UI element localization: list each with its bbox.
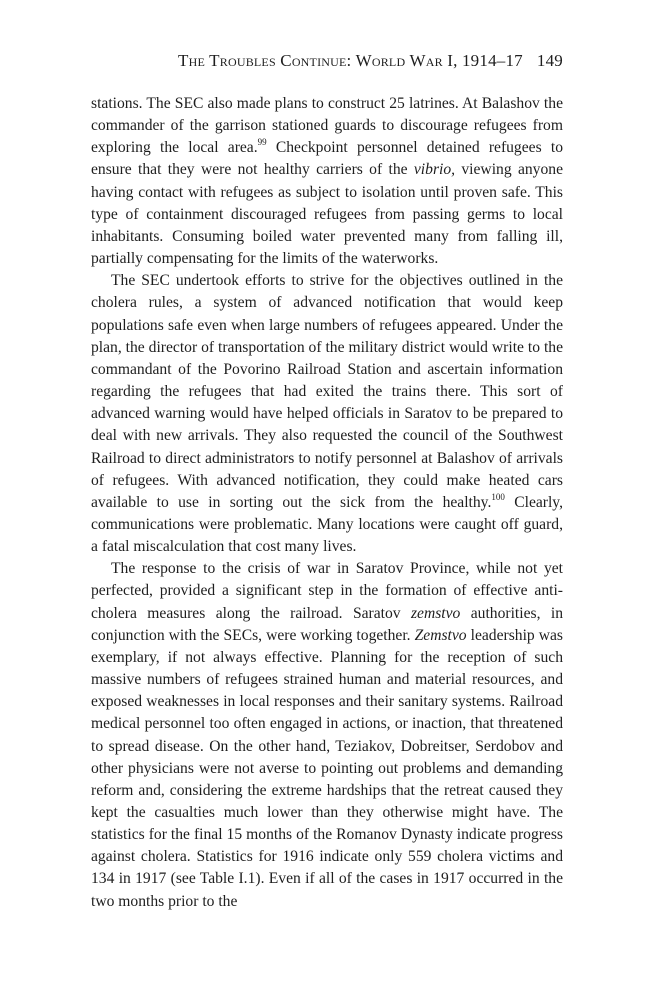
- paragraph-2-text-1: The SEC undertook efforts to strive for the objectives outlined in the cholera rules, a system of advanced notification that would keep populations safe even when large numbers of refugees appeared. Under the plan, the director of transportation of the military district would write to the commandant of the Povorino Railroad Station and ascertain information regarding the refugees that had exited the trains there. This sort of advanced warning would have helped officials in Saratov to be prepared to deal with new arrivals. They also requested the council of the Southwest Railroad to direct administrators to notify personnel at Balashov of arrivals of refugees. With advanced notification, they could make heated cars available to use in sorting out the sick from the healthy.: [91, 272, 563, 511]
- paragraph-2: [91, 270, 563, 558]
- paragraph-1-text-1: stations. The SEC also made plans to construct 25 latrines. At Balashov the commander of the garrison stationed guards to discourage refugees from exploring the local area.: [91, 95, 563, 157]
- footnote-ref-99: 99: [257, 137, 267, 148]
- running-head-title: The Troubles Continue: World War I, 1914–17: [178, 51, 523, 70]
- running-head: [0, 50, 563, 72]
- paragraph-2-text-2: Clearly, communications were problematic. Many locations were caught off guard, a fatal miscalculation that cost many lives.: [91, 493, 563, 556]
- body-text: [91, 93, 563, 913]
- paragraph-3-text-1: The response to the crisis of war in Saratov Province, while not yet perfected, provided a significant step in the formation of effective anti-cholera measures along the railroad. Saratov: [91, 560, 563, 622]
- paragraph-1-text-3: viewing anyone having contact with refugees as subject to isolation until proven safe. This type of containment discouraged refugees from passing germs to local inhabitants. Consuming boiled water prevented many from falling ill, partially compensating for the limits of the waterworks.: [91, 161, 563, 268]
- italic-term-zemstvo-capitalized: Zemstvo: [414, 626, 467, 644]
- page-number: 149: [536, 51, 563, 70]
- paragraph-3-text-2: authorities, in conjunction with the SECs, were working together.: [91, 604, 563, 644]
- italic-term-zemstvo: zemstvo: [410, 604, 461, 622]
- paragraph-3-text-3: leadership was exemplary, if not always effective. Planning for the reception of such massive numbers of refugees strained human and material resources, and exposed weaknesses in local responses and their sanitary systems. Railroad medical personnel too often engaged in actions, or inaction, that threatened to spread disease. On the other hand, Teziakov, Dobreitser, Serdobov and other physicians were not averse to pointing out problems and demanding reform and, considering the extreme hardships that the retreat caused they kept the casualties much lower than they otherwise might have. The statistics for the final 15 months of the Romanov Dynasty indicate progress against cholera. Statistics for 1916 indicate only 559 cholera victims and 134 in 1917 (see Table I.1). Even if all of the cases in 1917 occurred in the two months prior to the: [91, 626, 563, 910]
- footnote-ref-100: 100: [491, 491, 505, 502]
- paragraph-1-text-2: Checkpoint personnel detained refugees to ensure that they were not healthy carriers of the: [91, 139, 563, 179]
- italic-term-vibrio: vibrio,: [413, 161, 456, 179]
- paragraph-1: [91, 93, 563, 270]
- paragraph-3: [91, 558, 563, 913]
